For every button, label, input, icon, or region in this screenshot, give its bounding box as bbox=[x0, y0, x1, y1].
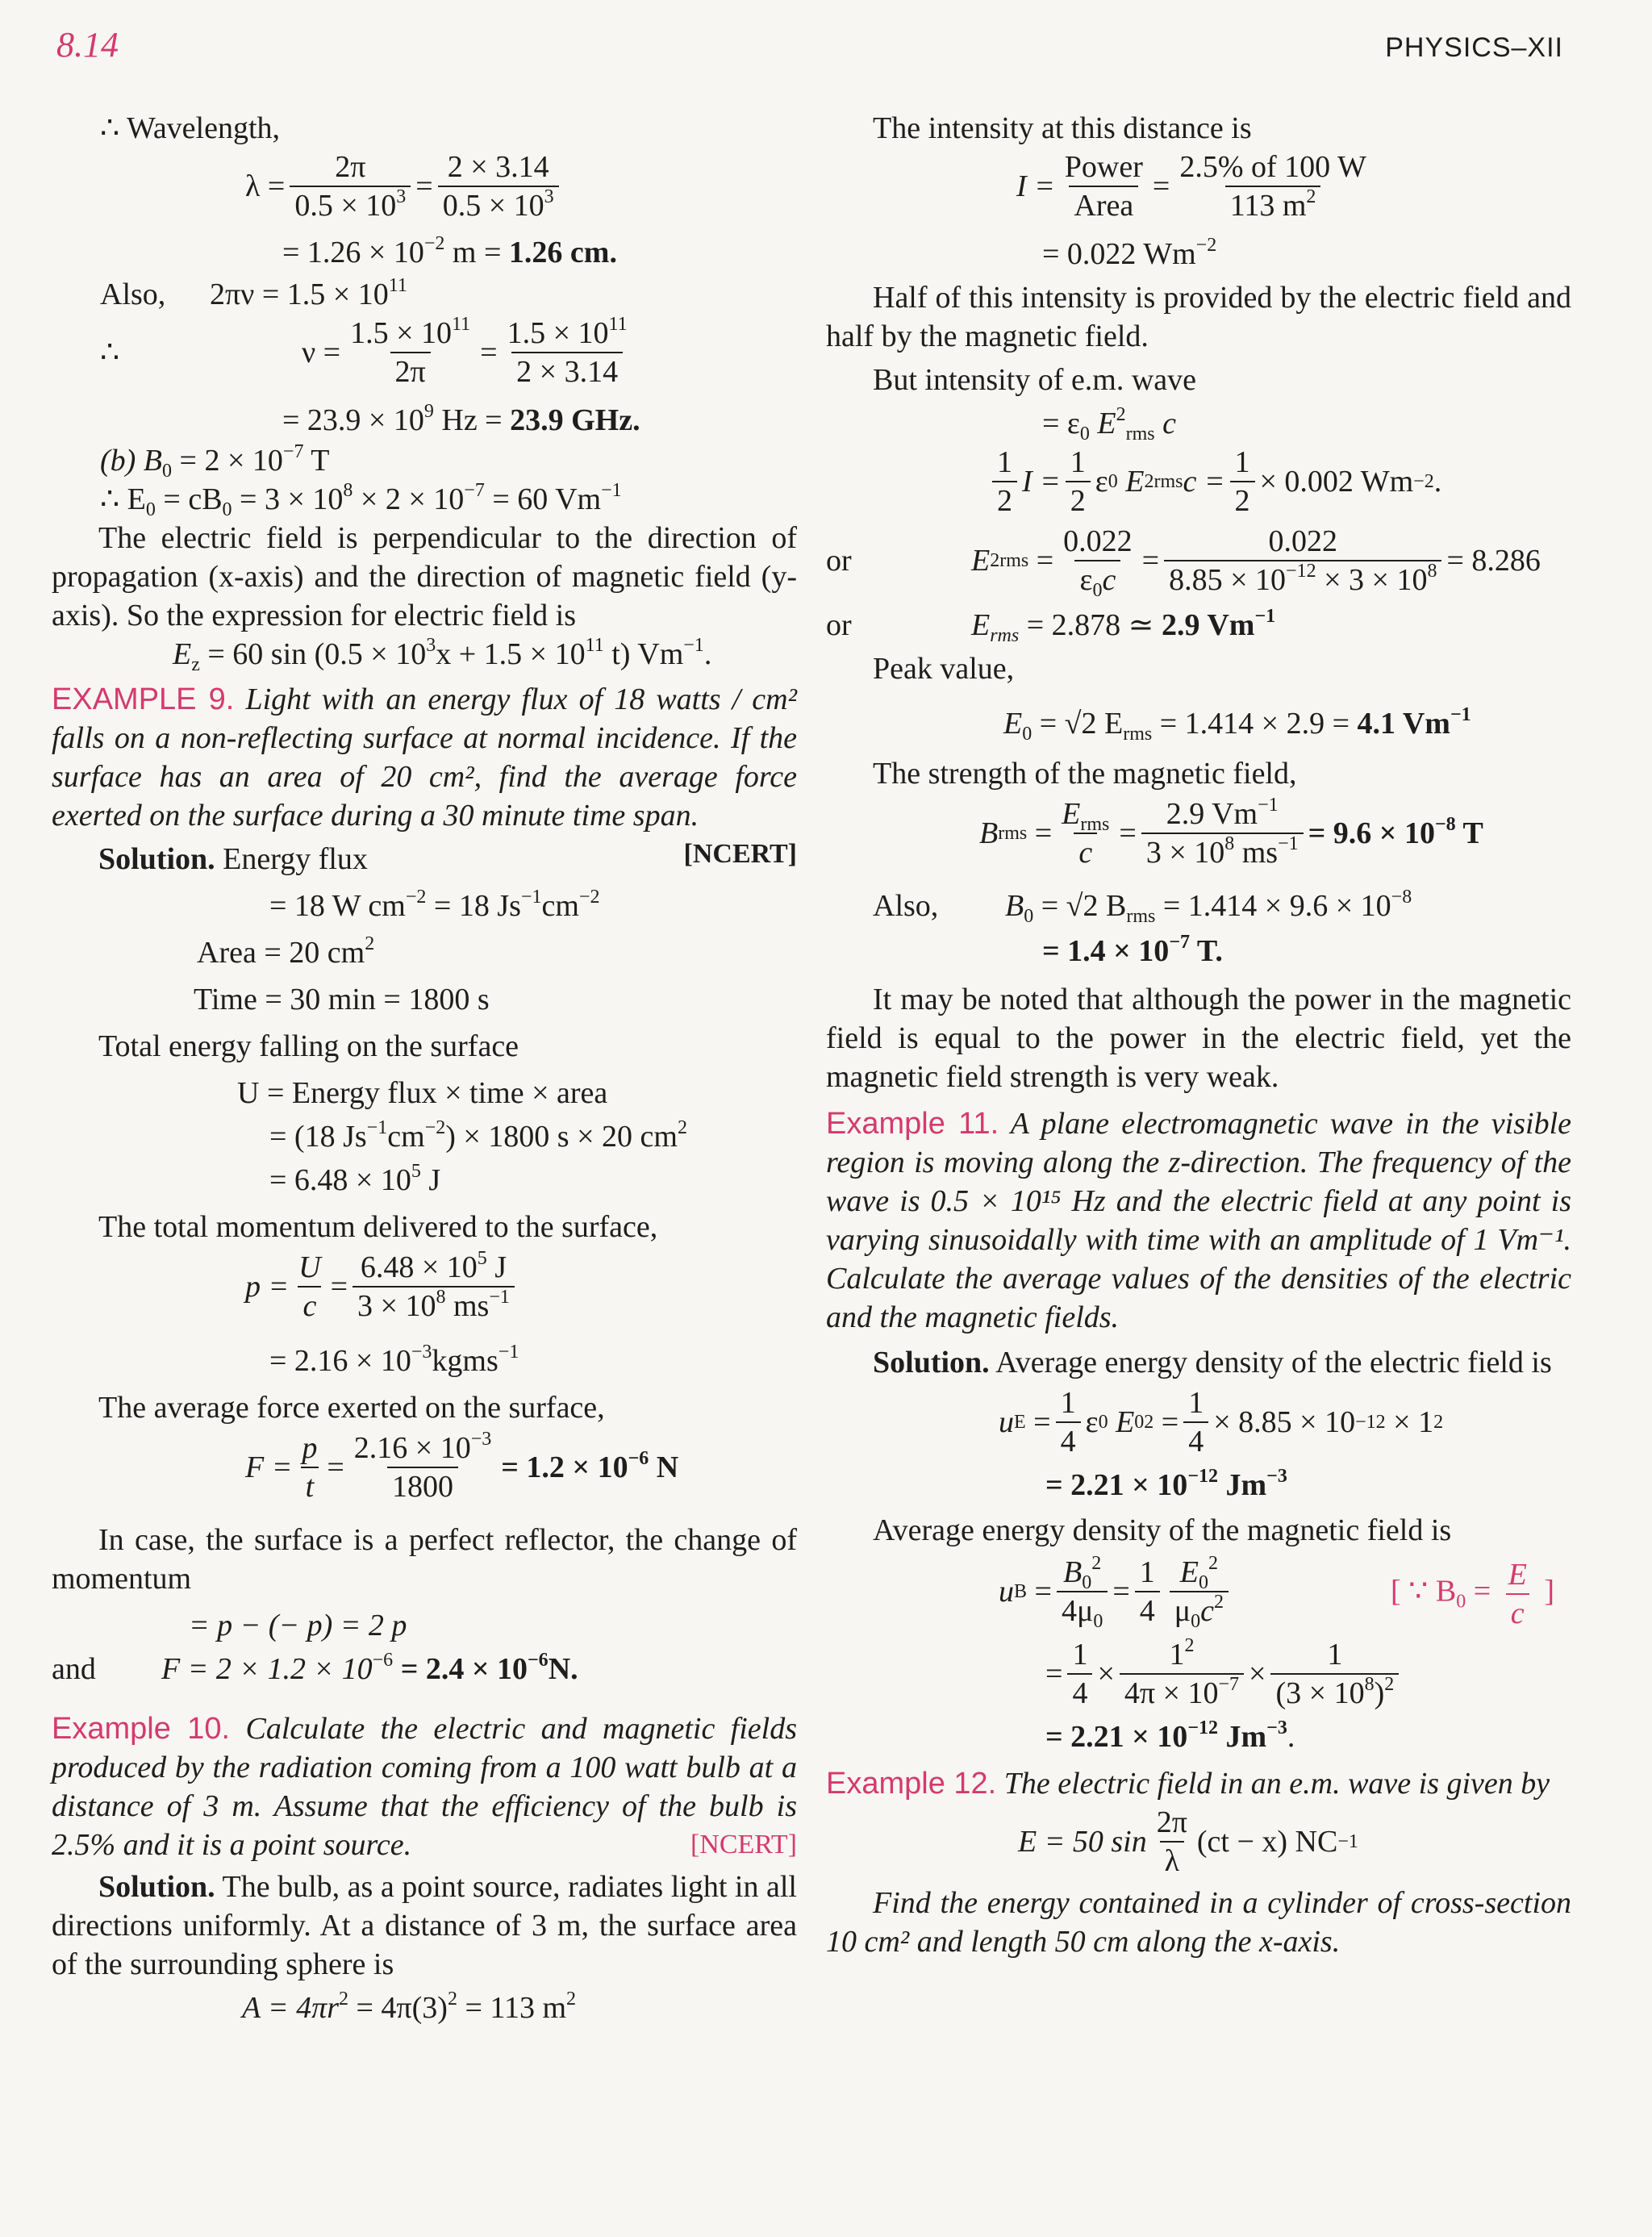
intensity-text: The intensity at this distance is bbox=[873, 111, 1252, 145]
condition-bracket: [ ∵ $B_0$ = $\frac{E}{c}$ ] bbox=[1391, 1558, 1554, 1630]
e-equation: E = 50 sin $\frac{2\pi}{\lambda}$ (ct − x) NC −1 bbox=[1018, 1805, 1358, 1878]
ue-result: = $2.21 \times 10^{-12}$ $Jm^{-3}$ bbox=[1045, 1466, 1287, 1502]
ez-equation: $E_z = 60$ $\sin (0.5 \times 10^3x + 1.5 \times 10^{11}$ t) $Vm^{-1}$. bbox=[173, 635, 712, 675]
b-part: (b) $B_0 = 2 \times 10^{-7}$ T bbox=[100, 441, 330, 482]
solution-10: Solution. The bulb, as a point source, radiates light in all directions uniformly. At a distance of 3 m, the surface area of the surrounding sphere is bbox=[52, 1870, 797, 1981]
page-number: 8.14 bbox=[56, 25, 119, 65]
example-12-question: Find the energy contained in a cylinder of cross-section 10 cm² and length 50 cm along the x-axis. bbox=[826, 1886, 1571, 1959]
example-9-label: EXAMPLE 9. bbox=[52, 682, 235, 716]
example-12: Example 12. The electric field in an e.m. wave is given by bbox=[826, 1767, 1550, 1801]
brms-equation: B rms = $\frac{E_{rms}}{c}$ = $\frac{2.9 Vm^{-1}}{3 \times 10^8 ms^{-1}}$ = $9.6 \times 10^{-8}$ T bbox=[979, 795, 1483, 870]
i-result: = 0.022 $Wm^{-2}$ bbox=[1042, 235, 1217, 271]
ub-equation-2: = $\frac{1}{4}$ × $\frac{1^2}{4\pi \times 10^{-7}}$ × $\frac{1}{(3 \times 10^8)^2}$ bbox=[826, 1634, 1571, 1714]
e0-equation: ∴ $E_0 = cB_0 = 3 \times 10^8 \times 2 \times 10^{-7} = 60$ $Vm^{-1}$ bbox=[100, 480, 622, 520]
left-column bbox=[52, 109, 797, 2027]
example-9: EXAMPLE 9. Light with an energy flux of 18 watts / cm² falls on a non-reflecting surface at normal incidence. If the surface has an area of 20 cm², find the average force exerted on the surface during a 30 minute time span. [NCERT] bbox=[52, 680, 797, 835]
peak-equation: $E_0 = √2$ $E_{rms} = 1.414 \times 2.9 = 4.1$ $Vm^{-1}$ bbox=[1003, 704, 1471, 745]
wavelength-label: ∴ Wavelength, bbox=[100, 111, 281, 145]
example-11-label: Example 11. bbox=[826, 1107, 999, 1141]
erms-equation: or $E_{rms} = 2.878$ ≃ 2.9 $Vm^{-1}$ bbox=[826, 606, 1276, 646]
p-result: = $2.16 \times 10^{-3}kgms^{-1}$ bbox=[269, 1342, 519, 1378]
solution-9: Solution. Energy flux bbox=[98, 842, 368, 876]
strength-text: The strength of the magnetic field, bbox=[873, 757, 1297, 791]
lambda-result: = $1.26 \times 10^{-2}$ m = 1.26 cm. bbox=[282, 233, 617, 269]
time-equation: Time = 30 min = 1800 s bbox=[194, 983, 490, 1016]
but-text: But intensity of e.m. wave bbox=[873, 363, 1197, 397]
example-10-label: Example 10. bbox=[52, 1712, 231, 1746]
area-equation: Area = 20 $cm^2$ bbox=[197, 933, 375, 970]
u-equation-3: = $6.48 \times 10^5$ J bbox=[269, 1161, 441, 1197]
change-equation: = p − (− p) = 2 p bbox=[189, 1609, 407, 1642]
and-equation: and $F = 2 \times 1.2 \times 10^{-6} = 2.4 \times 10^{-6}N$. bbox=[52, 1650, 578, 1686]
ub-equation: u B = $\frac{B_0^2}{4\mu_0}$ = $\frac{1}{4}$ $\frac{E_0^2}{\mu_0c^2}$ [ ∵ $B_0$ = $\frac{E}{c}$ ] bbox=[999, 1553, 1554, 1632]
half-equation: $\frac{1}{2}$ I = $\frac{1}{2}$ ε 0 E 2 rms c = $\frac{1}{2}$ × 0.002 Wm −2 . bbox=[826, 443, 1571, 520]
peak-text: Peak value, bbox=[873, 652, 1015, 686]
right-column bbox=[826, 109, 1571, 1961]
noted-paragraph: It may be noted that although the power in the magnetic field is equal to the power in the electric field, yet the magnetic field strength is very weak. bbox=[826, 983, 1571, 1094]
example-11: Example 11. A plane electromagnetic wave in the visible region is moving along the z-direction. The frequency of the wave is 0.5 × 10¹⁵ Hz and the electric field at any point is varying sinusoidally with time with an amplitude of 1 Vm⁻¹. Calculate the average values of the densities of the electric and the magnetic fields. bbox=[826, 1107, 1571, 1334]
book-title: PHYSICS–XII bbox=[1385, 32, 1563, 63]
intensity-equation: = $\varepsilon_0$ $E^2_{rms}$ c bbox=[1042, 404, 1176, 444]
flux-equation: = 18 W $cm^{-2} = 18$ $Js^{-1}cm^{-2}$ bbox=[269, 887, 600, 923]
example-12-label: Example 12. bbox=[826, 1767, 997, 1801]
area-sphere-equation: $A = 4\pi r^2 = 4\pi(3)^2 = 113$ $m^2$ bbox=[242, 1989, 577, 2025]
u-equation-2: = (18 $Js^{-1}cm^{-2}) \times 1800$ s × 20 $cm^2$ bbox=[269, 1117, 687, 1154]
ncert-ref-10: [NCERT] bbox=[690, 1830, 797, 1859]
also-equation: Also, $2\pi\nu = 1.5 \times 10^{11}$ bbox=[100, 275, 407, 311]
example-10: Example 10. Calculate the electric and magnetic fields produced by the radiation coming from a 100 watt bulb at a distance of 3 m. Assume that the efficiency of the bulb is 2.5% and it is a point source. [NCERT] bbox=[52, 1709, 797, 1864]
i-equation: I = $\frac{\text{Power}}{\text{Area}}$ = $\frac{2.5\% of 100 W}{113 m^2}$ bbox=[1016, 150, 1366, 223]
ue-equation: u E = $\frac{1}{4}$ ε 0 E 0 2 = $\frac{1}{4}$ × 8.85 × 10 −12 × 1 2 bbox=[999, 1386, 1444, 1459]
b0-result: = $1.4 \times 10^{-7}$ T. bbox=[1042, 932, 1223, 968]
p-equation: p = $\frac{U}{c}$ = $\frac{6.48 \times 10^5 J}{3 \times 10^8 ms^{-1}}$ bbox=[52, 1246, 797, 1327]
erms2-equation: or E 2 rms = $\frac{0.022}{\varepsilon_0c}$ = $\frac{0.022}{8.85 \times 10^{-12} \times 3 \times 10^8}$ = 8.286 bbox=[826, 524, 1541, 601]
solution-11: Solution. Average energy density of the electric field is bbox=[873, 1346, 1552, 1379]
total-energy-text: Total energy falling on the surface bbox=[98, 1029, 519, 1063]
b0-equation: Also, $B_0 = √2$ $B_{rms} = 1.414 \times 9.6 \times 10^{-8}$ bbox=[873, 887, 1412, 927]
ub-result: = $2.21 \times 10^{-12}$ $Jm^{-3}$. bbox=[1045, 1717, 1295, 1754]
u-equation: U = Energy flux × time × area bbox=[237, 1076, 608, 1110]
force-text: The average force exerted on the surface, bbox=[98, 1391, 605, 1425]
nu-result: = $23.9 \times 10^9$ Hz = 23.9 GHz. bbox=[282, 401, 640, 437]
ncert-ref: [NCERT] bbox=[683, 839, 797, 869]
momentum-text: The total momentum delivered to the surface, bbox=[98, 1210, 658, 1244]
ub-text: Average energy density of the magnetic field is bbox=[873, 1513, 1452, 1547]
half-paragraph: Half of this intensity is provided by the electric field and half by the magnetic field. bbox=[826, 281, 1571, 353]
reflector-paragraph: In case, the surface is a perfect reflector, the change of momentum bbox=[52, 1523, 797, 1596]
nu-equation: ∴ ν = $\frac{1.5 \times 10^{11}}{2\pi}$ = $\frac{1.5 \times 10^{11}}{2 \times 3.14}$ bbox=[100, 314, 628, 389]
f-equation: F = $\frac{p}{t}$ = $\frac{2.16 \times 10^{-3}}{1800}$ = $1.2 \times 10^{-6}$ N bbox=[245, 1429, 679, 1504]
efield-paragraph: The electric field is perpendicular to the direction of propagation (x-axis) and the direction of magnetic field (y-axis). So the expression for electric field is bbox=[52, 521, 797, 632]
lambda-equation: λ = $\frac{2\pi}{0.5 \times 10^3}$ = $\frac{2 \times 3.14}{0.5 \times 10^3}$ bbox=[52, 148, 797, 225]
